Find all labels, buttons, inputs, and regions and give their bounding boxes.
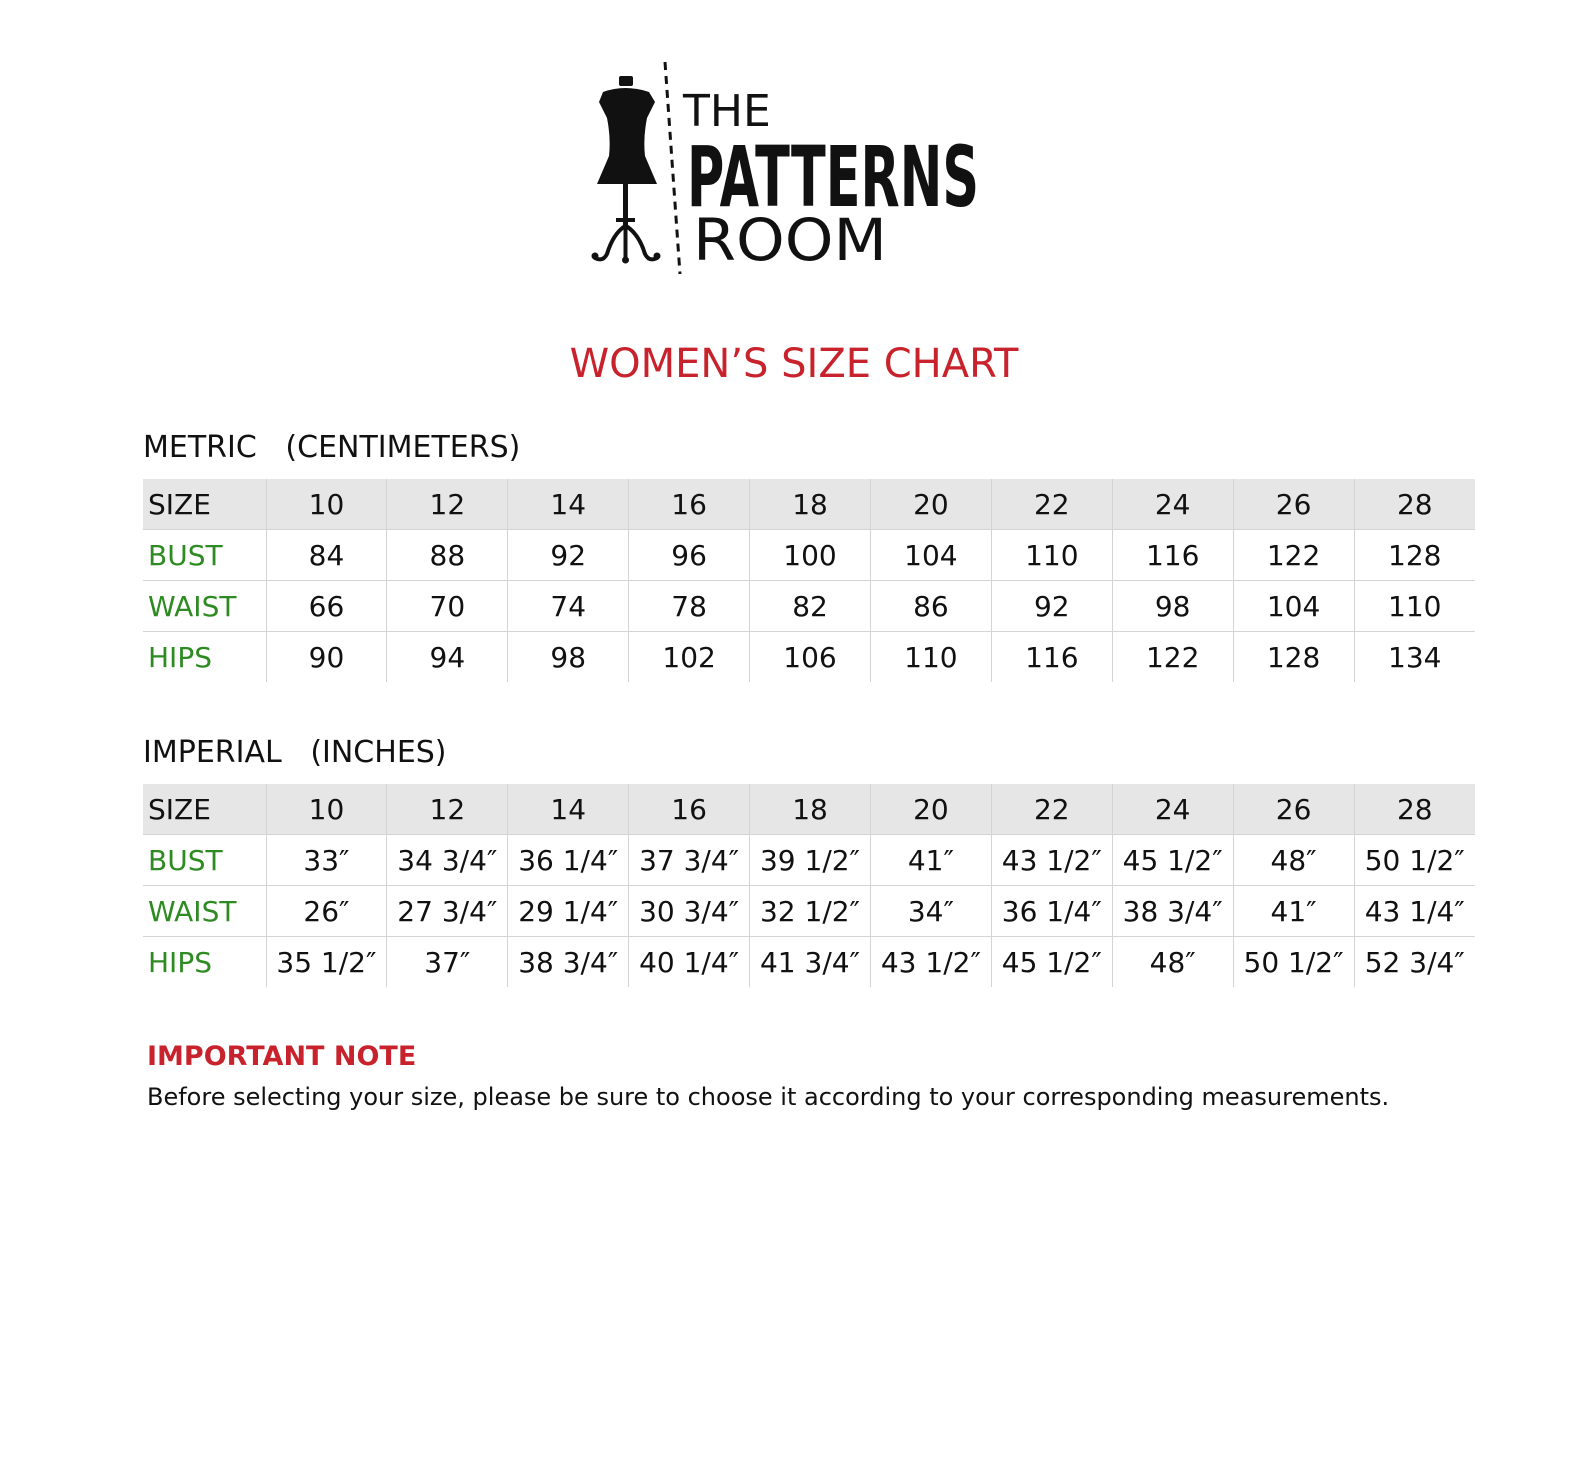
size-header-cell: 20 — [870, 784, 991, 835]
measurement-label: HIPS — [148, 640, 212, 674]
measurement-value: 116 — [1112, 530, 1233, 581]
measurement-value: 116 — [991, 632, 1112, 683]
brand-logo — [585, 58, 1005, 280]
measurement-value: 122 — [1233, 530, 1354, 581]
size-header-cell: 12 — [387, 479, 508, 530]
measurement-value: 48″ — [1233, 835, 1354, 886]
imperial-section-label: IMPERIAL (INCHES) — [143, 735, 447, 770]
size-header-cell: 24 — [1112, 479, 1233, 530]
measurement-value: 41″ — [1233, 886, 1354, 937]
table-header-row — [143, 479, 1475, 530]
measurement-value: 98 — [508, 632, 629, 683]
size-header-cell: 10 — [266, 479, 387, 530]
measurement-value: 66 — [266, 581, 387, 632]
measurement-value: 90 — [266, 632, 387, 683]
table-row — [143, 835, 1475, 886]
brand-line-room: ROOM — [693, 206, 887, 274]
measurement-value: 37 3/4″ — [629, 835, 750, 886]
size-header-cell: 26 — [1233, 479, 1354, 530]
size-header-cell: 28 — [1354, 479, 1475, 530]
measurement-value: 98 — [1112, 581, 1233, 632]
measurement-value: 43 1/2″ — [870, 937, 991, 988]
measurement-label: BUST — [143, 835, 266, 886]
metric-section-label: METRIC (CENTIMETERS) — [143, 430, 521, 465]
measurement-value: 122 — [1112, 632, 1233, 683]
measurement-label: WAIST — [143, 886, 266, 937]
size-header-cell: 16 — [629, 479, 750, 530]
measurement-value: 104 — [1233, 581, 1354, 632]
measurement-value: 34 3/4″ — [387, 835, 508, 886]
measurement-value: 37″ — [387, 937, 508, 988]
measurement-value: 38 3/4″ — [1112, 886, 1233, 937]
measurement-value: 104 — [870, 530, 991, 581]
size-header-cell: 28 — [1354, 784, 1475, 835]
measurement-value: 134 — [1354, 632, 1475, 683]
important-note-title: IMPORTANT NOTE — [147, 1041, 417, 1072]
size-header-cell: 26 — [1233, 784, 1354, 835]
size-header-cell: 10 — [266, 784, 387, 835]
measurement-value: 27 3/4″ — [387, 886, 508, 937]
measurement-value: 70 — [387, 581, 508, 632]
measurement-value: 35 1/2″ — [266, 937, 387, 988]
size-header-cell: 24 — [1112, 784, 1233, 835]
size-header-label: SIZE — [143, 479, 266, 530]
measurement-value: 88 — [387, 530, 508, 581]
table-header-row — [143, 784, 1475, 835]
size-header-cell: 14 — [508, 784, 629, 835]
size-header-cell: 20 — [870, 479, 991, 530]
measurement-value: 92 — [508, 530, 629, 581]
table-row — [143, 632, 1475, 683]
brand-line-the: THE — [683, 86, 771, 137]
measurement-value: 38 3/4″ — [508, 937, 629, 988]
measurement-value: 36 1/4″ — [508, 835, 629, 886]
measurement-value: 26″ — [266, 886, 387, 937]
size-header-cell: 22 — [991, 479, 1112, 530]
table-row — [143, 530, 1475, 581]
table-row — [143, 581, 1475, 632]
measurement-value: 36 1/4″ — [991, 886, 1112, 937]
measurement-value: 32 1/2″ — [750, 886, 871, 937]
measurement-value: 86 — [870, 581, 991, 632]
measurement-value: 39 1/2″ — [750, 835, 871, 886]
measurement-value: 50 1/2″ — [1354, 835, 1475, 886]
size-header-cell: 18 — [750, 479, 871, 530]
measurement-value: 41″ — [870, 835, 991, 886]
size-header-cell: 22 — [991, 784, 1112, 835]
measurement-value: 92 — [991, 581, 1112, 632]
size-header-label: SIZE — [143, 784, 266, 835]
size-header-cell: 18 — [750, 784, 871, 835]
table-row — [143, 937, 1475, 988]
table-row — [143, 886, 1475, 937]
measurement-label: WAIST — [143, 581, 266, 632]
measurement-value: 128 — [1233, 632, 1354, 683]
measurement-value: 106 — [750, 632, 871, 683]
measurement-value: 110 — [991, 530, 1112, 581]
measurement-value: 45 1/2″ — [1112, 835, 1233, 886]
metric-table — [143, 479, 1475, 682]
dress-form-icon — [592, 76, 661, 264]
measurement-value: 43 1/4″ — [1354, 886, 1475, 937]
size-header-cell: 12 — [387, 784, 508, 835]
measurement-value: 110 — [1354, 581, 1475, 632]
measurement-value: 52 3/4″ — [1354, 937, 1475, 988]
measurement-value: 74 — [508, 581, 629, 632]
size-header-cell: 16 — [629, 784, 750, 835]
measurement-value: 102 — [629, 632, 750, 683]
measurement-value: 43 1/2″ — [991, 835, 1112, 886]
measurement-value: 50 1/2″ — [1233, 937, 1354, 988]
measurement-value: 34″ — [870, 886, 991, 937]
measurement-value: 128 — [1354, 530, 1475, 581]
measurement-value: 96 — [629, 530, 750, 581]
measurement-value: 30 3/4″ — [629, 886, 750, 937]
measurement-value: 29 1/4″ — [508, 886, 629, 937]
important-note-text: Before selecting your size, please be sure to choose it according to your corresponding measurements. — [147, 1083, 1390, 1111]
measurement-value: 110 — [870, 632, 991, 683]
measurement-value: 33″ — [266, 835, 387, 886]
measurement-value: 40 1/4″ — [629, 937, 750, 988]
brand-line-patterns: PATTERNS — [687, 128, 979, 226]
measurement-value: 82 — [750, 581, 871, 632]
measurement-label: BUST — [143, 530, 266, 581]
measurement-value: 48″ — [1112, 937, 1233, 988]
measurement-value: 84 — [266, 530, 387, 581]
measurement-value: 100 — [750, 530, 871, 581]
page-title: WOMEN’S SIZE CHART — [569, 341, 1019, 387]
measurement-value: 94 — [387, 632, 508, 683]
measurement-label: HIPS — [148, 945, 212, 979]
logo-graphic — [585, 58, 1005, 280]
imperial-table — [143, 784, 1475, 987]
measurement-value: 78 — [629, 581, 750, 632]
measurement-value: 41 3/4″ — [750, 937, 871, 988]
measurement-value: 45 1/2″ — [991, 937, 1112, 988]
size-header-cell: 14 — [508, 479, 629, 530]
tape-line — [665, 62, 680, 274]
